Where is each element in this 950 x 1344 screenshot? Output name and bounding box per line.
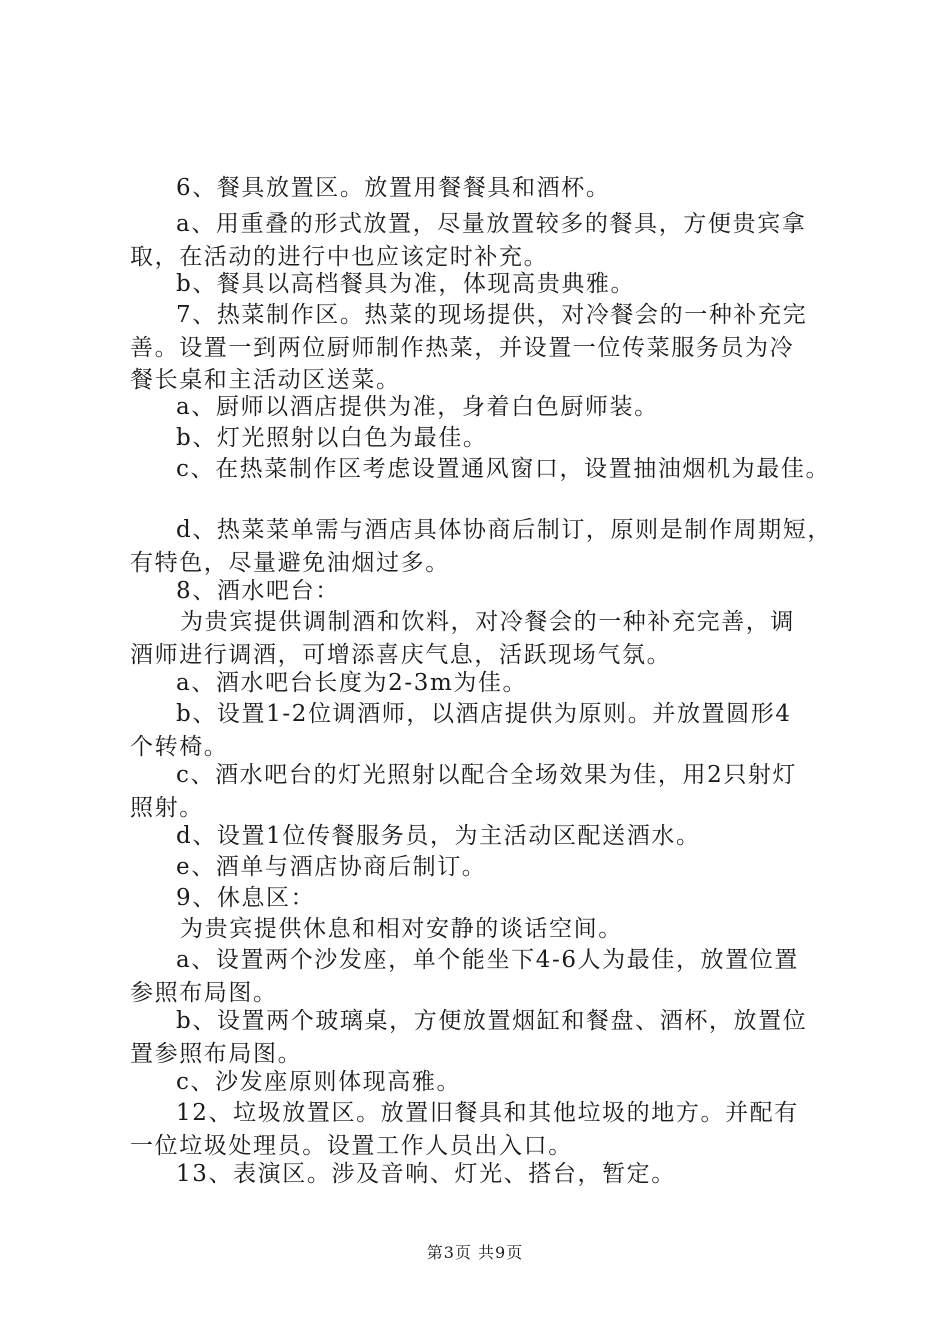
paragraph — [130, 1158, 850, 1191]
paragraph — [130, 882, 850, 915]
text-line: 酒师进行调酒，可增添喜庆气息，活跃现场气氛。 — [130, 641, 672, 668]
text-line: 12、垃圾放置区。放置旧餐具和其他垃圾的地方。并配有 — [176, 1100, 799, 1126]
text-line: 有特色，尽量避免油烟过多。 — [130, 549, 450, 576]
text-line: a、厨师以酒店提供为准，身着白色厨师装。 — [176, 394, 659, 420]
text-line: 为贵宾提供休息和相对安静的谈话空间。 — [180, 916, 623, 942]
paragraph — [130, 759, 850, 824]
text-line: a、酒水吧台长度为2-3m为佳。 — [176, 670, 528, 696]
page-footer: 第3页 共9页 — [426, 1243, 524, 1262]
paragraph — [130, 453, 850, 486]
text-line: 7、热菜制作区。热菜的现场提供，对冷餐会的一种补充完 — [176, 302, 808, 328]
text-line: 一位垃圾处理员。设置工作人员出入口。 — [130, 1132, 573, 1159]
text-line: d、热菜菜单需与酒店具体协商后制订，原则是制作周期短， — [176, 517, 832, 543]
text-line: 为贵宾提供调制酒和饮料，对冷餐会的一种补充完善，调 — [180, 609, 795, 635]
text-line: c、在热菜制作区考虑设置通风窗口，设置抽油烟机为最佳。 — [176, 456, 831, 482]
text-line: 餐长桌和主活动区送菜。 — [130, 367, 401, 393]
text-line: a、设置两个沙发座，单个能坐下4-6人为最佳，放置位置 — [176, 947, 799, 973]
paragraph — [130, 913, 850, 946]
paragraph — [130, 1097, 850, 1162]
text-line: b、餐具以高档餐具为准，体现高贵典雅。 — [176, 271, 636, 297]
paragraph — [130, 268, 850, 301]
paragraph — [130, 1005, 850, 1070]
paragraph — [130, 698, 850, 763]
text-line: b、灯光照射以白色为最佳。 — [176, 425, 488, 451]
paragraph — [130, 172, 850, 205]
paragraph — [130, 820, 850, 853]
paragraph — [130, 391, 850, 424]
text-line: d、设置1位传餐服务员，为主活动区配送酒水。 — [176, 823, 701, 849]
text-line: b、设置两个玻璃桌，方便放置烟缸和餐盘、酒杯，放置位 — [176, 1008, 808, 1034]
text-line: 8、酒水吧台： — [176, 578, 340, 604]
paragraph — [130, 514, 850, 579]
text-line: c、酒水吧台的灯光照射以配合全场效果为佳，用2只射灯 — [176, 762, 798, 788]
paragraph — [130, 575, 850, 608]
text-line: a、用重叠的形式放置，尽量放置较多的餐具，方便贵宾拿 — [176, 211, 807, 237]
text-line: 照射。 — [130, 794, 204, 821]
text-line: e、酒单与酒店协商后制订。 — [176, 854, 487, 880]
text-line: 参照布局图。 — [130, 979, 278, 1006]
paragraph — [130, 1066, 850, 1099]
text-line: 9、休息区： — [176, 885, 316, 911]
paragraph — [130, 422, 850, 455]
text-line: c、沙发座原则体现高雅。 — [176, 1069, 462, 1095]
paragraph — [130, 851, 850, 884]
paragraph — [130, 667, 850, 700]
text-line: 善。设置一到两位厨师制作热菜，并设置一位传菜服务员为冷 — [130, 334, 795, 361]
text-line: 6、餐具放置区。放置用餐餐具和酒杯。 — [176, 175, 611, 201]
text-line: 置参照布局图。 — [130, 1040, 303, 1067]
paragraph — [130, 208, 850, 273]
paragraph — [130, 606, 850, 671]
text-line: 13、表演区。涉及音响、灯光、搭台，暂定。 — [176, 1161, 676, 1187]
paragraph — [130, 944, 850, 1009]
text-line: b、设置1-2位调酒师，以酒店提供为原则。并放置圆形4 — [176, 701, 792, 727]
text-line: 取，在活动的进行中也应该定时补充。 — [130, 243, 549, 270]
text-line: 个转椅。 — [130, 733, 229, 760]
paragraph — [130, 299, 850, 397]
